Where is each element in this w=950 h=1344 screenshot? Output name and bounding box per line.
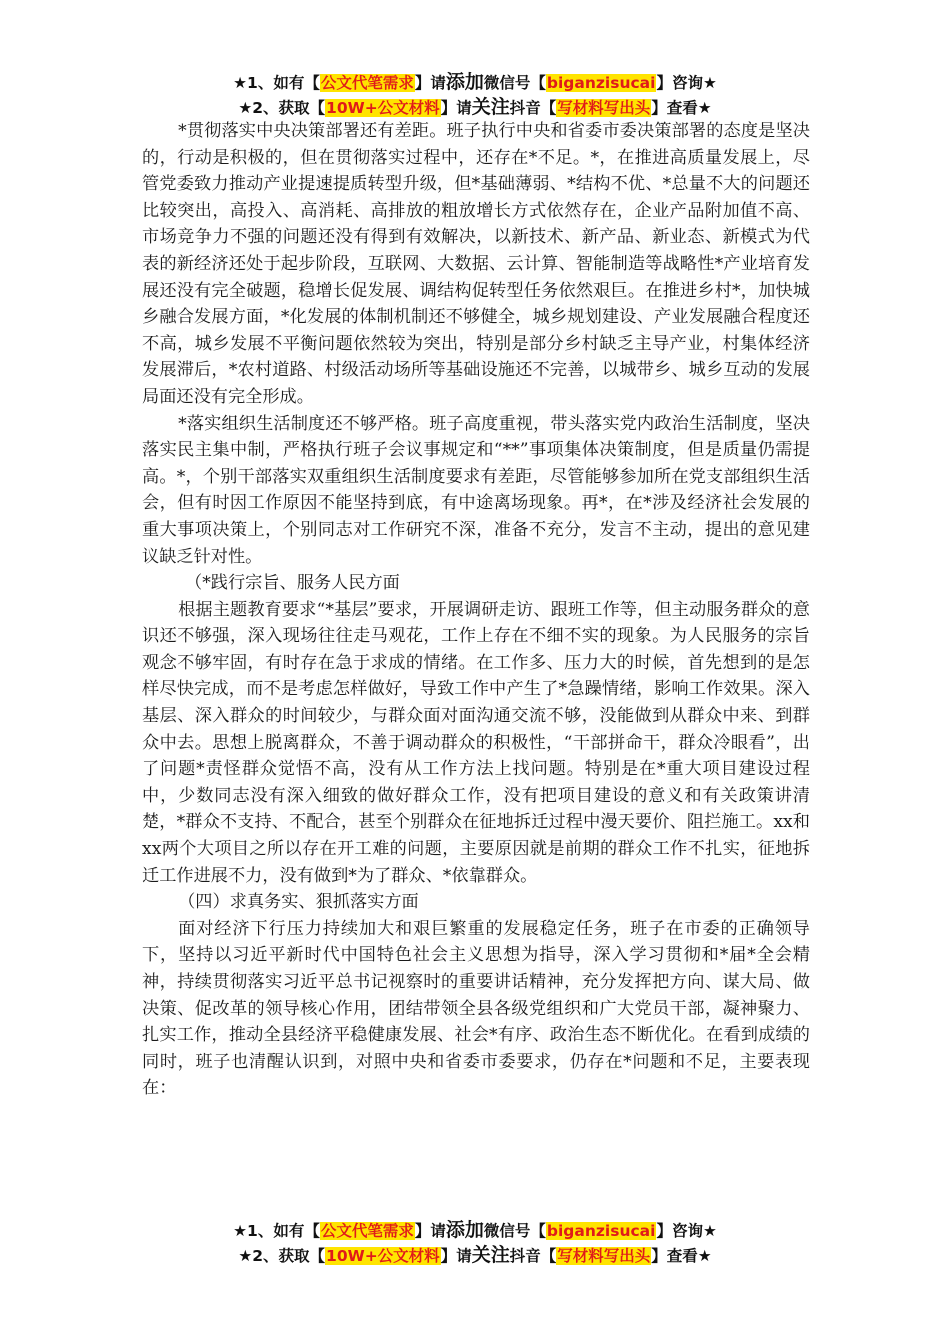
paragraph: 根据主题教育要求“*基层”要求，开展调研走访、跟班工作等，但主动服务群众的意识还不够强，深入现场往往走马观花，工作上存在不细不实的现象。为人民服务的宗旨观念不够牢固，有时存在急于求成的情绪。在工作多、压力大的时候，首先想到的是怎样尽快完成，而不是考虑怎样做好，导致工作中产生了*急躁情绪，影响工作效果。深入基层、深入群众的时间较少，与群众面对面沟通交流不够，没能做到从群众中来、到群众中去。思想上脱离群众，不善于调动群众的积极性，“干部拼命干，群众冷眼看”，出了问题*责怪群众觉悟不高，没有从工作方法上找问题。特别是在*重大项目建设过程中，少数同志没有深入细致的做好群众工作，没有把项目建设的意义和有关政策讲清楚，*群众不支持、不配合，甚至个别群众在征地拆迁过程中漫天要价、阻拦施工。xx和xx两个大项目之所以存在开工难的问题，主要原因就是前期的群众工作不扎实，征地拆迁工作进展不力，没有做到*为了群众、*依靠群众。 [142, 599, 810, 886]
highlight-label: 公文代笔需求 [320, 1222, 414, 1240]
header-banner [0, 70, 950, 120]
section-heading: （*践行宗旨、服务人民方面 [185, 573, 400, 594]
banner-line-1: ★1、如有【公文代笔需求】请添加微信号【biganzisucai】咨询★ [233, 1219, 717, 1241]
footer-banner [0, 1218, 950, 1268]
wechat-id: biganzisucai [546, 1222, 656, 1240]
highlight-label: 10W+公文材料 [326, 1247, 440, 1265]
document-body [142, 118, 810, 1102]
banner-line-2: ★2、获取【10W+公文材料】请关注抖音【写材料写出头】查看★ [238, 1244, 712, 1266]
douyin-id: 写材料写出头 [557, 99, 651, 117]
banner-line-2: ★2、获取【10W+公文材料】请关注抖音【写材料写出头】查看★ [238, 96, 712, 118]
banner-line-1: ★1、如有【公文代笔需求】请添加微信号【biganzisucai】咨询★ [233, 71, 717, 93]
highlight-label: 公文代笔需求 [320, 74, 414, 92]
douyin-id: 写材料写出头 [557, 1247, 651, 1265]
paragraph: *落实组织生活制度还不够严格。班子高度重视，带头落实党内政治生活制度，坚决落实民主集中制，严格执行班子会议事规定和“**”事项集体决策制度，但是质量仍需提高。*，个别干部落实双重组织生活制度要求有差距，尽管能够参加所在党支部组织生活会，但有时因工作原因不能坚持到底，有中途离场现象。再*，在*涉及经济社会发展的重大事项决策上，个别同志对工作研究不深，准备不充分，发言不主动，提出的意见建议缺乏针对性。 [142, 413, 810, 567]
paragraph: *贯彻落实中央决策部署还有差距。班子执行中央和省委市委决策部署的态度是坚决的，行动是积极的，但在贯彻落实过程中，还存在*不足。*，在推进高质量发展上，尽管党委致力推动产业提速提质转型升级，但*基础薄弱、*结构不优、*总量不大的问题还比较突出，高投入、高消耗、高排放的粗放增长方式依然存在，企业产品附加值不高、市场竞争力不强的问题还没有得到有效解决，以新技术、新产品、新业态、新模式为代表的新经济还处于起步阶段，互联网、大数据、云计算、智能制造等战略性*产业培育发展还没有完全破题，稳增长促发展、调结构促转型任务依然艰巨。在推进乡村*，加快城乡融合发展方面，*化发展的体制机制还不够健全，城乡规划建设、产业发展融合程度还不高，城乡发展不平衡问题依然较为突出，特别是部分乡村缺乏主导产业，村集体经济发展滞后，*农村道路、村级活动场所等基础设施还不完善，以城带乡、城乡互动的发展局面还没有完全形成。 [142, 121, 810, 407]
wechat-id: biganzisucai [546, 74, 656, 92]
section-heading: （四）求真务实、狠抓落实方面 [178, 892, 419, 913]
highlight-label: 10W+公文材料 [326, 99, 440, 117]
paragraph: 面对经济下行压力持续加大和艰巨繁重的发展稳定任务，班子在市委的正确领导下，坚持以习近平新时代中国特色社会主义思想为指导，深入学习贯彻和*届*全会精神，持续贯彻落实习近平总书记视察时的重要讲话精神，充分发挥把方向、谋大局、做决策、促改革的领导核心作用，团结带领全县各级党组织和广大党员干部，凝神聚力、扎实工作，推动全县经济平稳健康发展、社会*有序、政治生态不断优化。在看到成绩的同时，班子也清醒认识到，对照中央和省委市委要求，仍存在*问题和不足，主要表现在： [142, 918, 810, 1099]
